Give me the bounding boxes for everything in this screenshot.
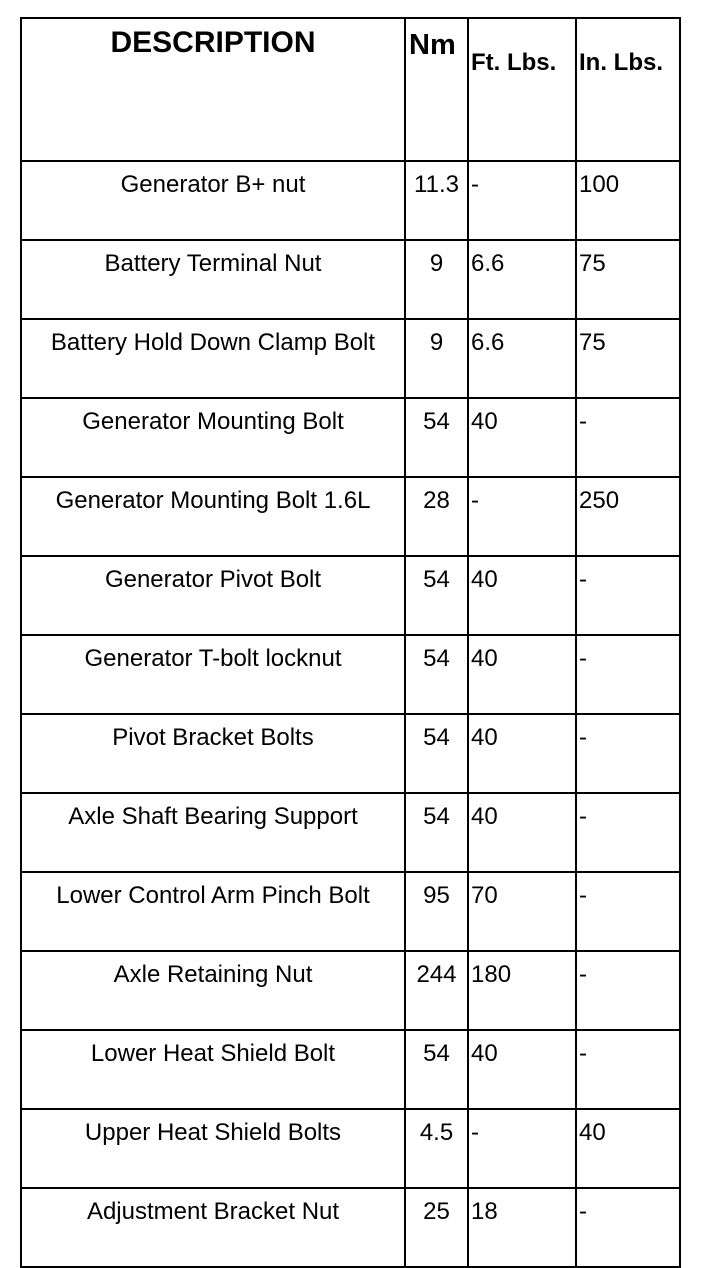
table-row bbox=[21, 872, 680, 951]
cell-nm: 54 bbox=[405, 635, 468, 714]
cell-nm: 54 bbox=[405, 398, 468, 477]
header-in-lbs: In. Lbs. bbox=[576, 18, 680, 161]
cell-in: - bbox=[576, 951, 680, 1030]
header-description: DESCRIPTION bbox=[21, 18, 405, 161]
table-row bbox=[21, 714, 680, 793]
cell-nm: 9 bbox=[405, 240, 468, 319]
table-row bbox=[21, 635, 680, 714]
cell-ft: - bbox=[468, 161, 576, 240]
cell-ft: 40 bbox=[468, 556, 576, 635]
cell-in: - bbox=[576, 1188, 680, 1267]
cell-ft: 40 bbox=[468, 635, 576, 714]
table-row bbox=[21, 1109, 680, 1188]
cell-in: 100 bbox=[576, 161, 680, 240]
cell-in: - bbox=[576, 1030, 680, 1109]
torque-spec-table bbox=[20, 17, 681, 1268]
cell-in: - bbox=[576, 556, 680, 635]
cell-description: Upper Heat Shield Bolts bbox=[21, 1109, 405, 1188]
cell-nm: 9 bbox=[405, 319, 468, 398]
cell-nm: 28 bbox=[405, 477, 468, 556]
cell-description: Lower Heat Shield Bolt bbox=[21, 1030, 405, 1109]
cell-description: Axle Retaining Nut bbox=[21, 951, 405, 1030]
table-row bbox=[21, 1030, 680, 1109]
cell-nm: 25 bbox=[405, 1188, 468, 1267]
cell-nm: 244 bbox=[405, 951, 468, 1030]
header-row bbox=[21, 18, 680, 161]
cell-ft: 6.6 bbox=[468, 240, 576, 319]
cell-ft: - bbox=[468, 477, 576, 556]
cell-description: Adjustment Bracket Nut bbox=[21, 1188, 405, 1267]
cell-description: Axle Shaft Bearing Support bbox=[21, 793, 405, 872]
cell-nm: 4.5 bbox=[405, 1109, 468, 1188]
cell-ft: 70 bbox=[468, 872, 576, 951]
header-nm: Nm bbox=[405, 18, 468, 161]
table-row bbox=[21, 793, 680, 872]
cell-ft: - bbox=[468, 1109, 576, 1188]
cell-ft: 40 bbox=[468, 1030, 576, 1109]
table-row bbox=[21, 398, 680, 477]
cell-nm: 54 bbox=[405, 714, 468, 793]
cell-description: Lower Control Arm Pinch Bolt bbox=[21, 872, 405, 951]
table-row bbox=[21, 556, 680, 635]
cell-description: Pivot Bracket Bolts bbox=[21, 714, 405, 793]
cell-in: 40 bbox=[576, 1109, 680, 1188]
cell-nm: 54 bbox=[405, 1030, 468, 1109]
cell-ft: 6.6 bbox=[468, 319, 576, 398]
cell-nm: 54 bbox=[405, 793, 468, 872]
cell-in: - bbox=[576, 398, 680, 477]
cell-in: - bbox=[576, 635, 680, 714]
cell-nm: 54 bbox=[405, 556, 468, 635]
cell-in: - bbox=[576, 793, 680, 872]
cell-in: - bbox=[576, 714, 680, 793]
table-row bbox=[21, 319, 680, 398]
cell-description: Generator T-bolt locknut bbox=[21, 635, 405, 714]
cell-description: Generator Mounting Bolt 1.6L bbox=[21, 477, 405, 556]
cell-ft: 40 bbox=[468, 398, 576, 477]
cell-nm: 95 bbox=[405, 872, 468, 951]
cell-description: Battery Hold Down Clamp Bolt bbox=[21, 319, 405, 398]
table-row bbox=[21, 240, 680, 319]
cell-nm: 11.3 bbox=[405, 161, 468, 240]
table-row bbox=[21, 161, 680, 240]
cell-in: 75 bbox=[576, 240, 680, 319]
cell-ft: 40 bbox=[468, 714, 576, 793]
header-ft-lbs: Ft. Lbs. bbox=[468, 18, 576, 161]
cell-ft: 40 bbox=[468, 793, 576, 872]
cell-description: Generator B+ nut bbox=[21, 161, 405, 240]
cell-description: Generator Mounting Bolt bbox=[21, 398, 405, 477]
table-row bbox=[21, 1188, 680, 1267]
cell-in: - bbox=[576, 872, 680, 951]
table-row bbox=[21, 477, 680, 556]
cell-in: 250 bbox=[576, 477, 680, 556]
table-row bbox=[21, 951, 680, 1030]
cell-description: Generator Pivot Bolt bbox=[21, 556, 405, 635]
cell-ft: 180 bbox=[468, 951, 576, 1030]
cell-ft: 18 bbox=[468, 1188, 576, 1267]
cell-description: Battery Terminal Nut bbox=[21, 240, 405, 319]
cell-in: 75 bbox=[576, 319, 680, 398]
